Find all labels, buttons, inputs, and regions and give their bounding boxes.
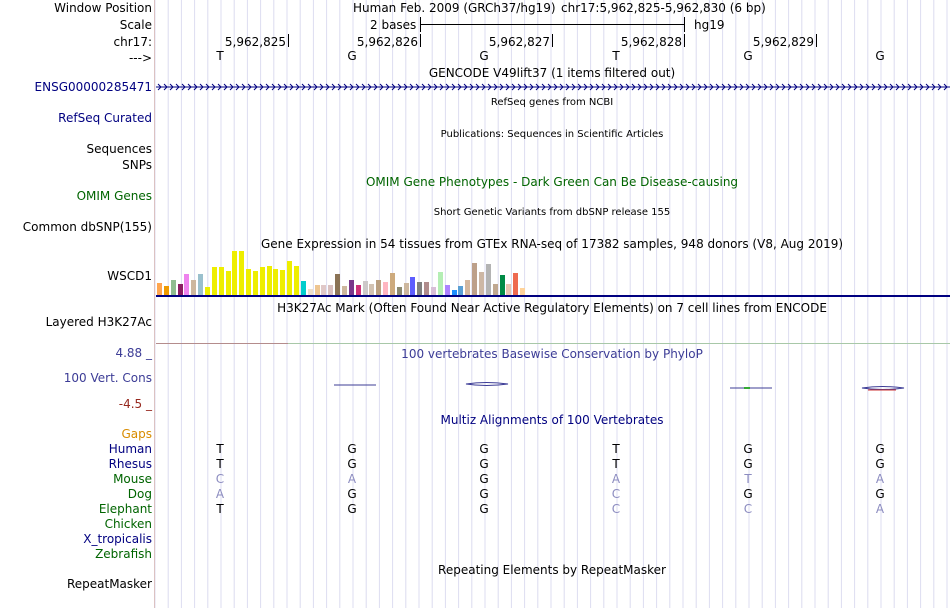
gtex-tissue-bar[interactable]: [232, 251, 237, 295]
gtex-tissue-bar[interactable]: [397, 287, 402, 295]
coordinate-label: 5,962,829: [752, 35, 814, 49]
publications-label-sequences[interactable]: Sequences: [86, 142, 152, 156]
h3k27ac-signal-peak[interactable]: [156, 343, 288, 344]
scale-bar-left-tick: [420, 17, 421, 32]
alignment-base[interactable]: G: [875, 457, 885, 471]
gtex-tissue-bar[interactable]: [267, 266, 272, 295]
gtex-tissue-bar[interactable]: [431, 287, 436, 295]
gtex-tissue-bar[interactable]: [191, 280, 196, 295]
alignment-base[interactable]: T: [216, 502, 224, 516]
species-label-elephant[interactable]: Elephant: [98, 502, 152, 516]
alignment-base[interactable]: G: [479, 457, 489, 471]
gencode-gene-feature[interactable]: [156, 81, 950, 93]
gtex-tissue-bar[interactable]: [226, 271, 231, 295]
alignment-base[interactable]: C: [215, 472, 225, 486]
dbsnp-title[interactable]: Short Genetic Variants from dbSNP release 155: [433, 207, 671, 218]
gtex-tissue-bar[interactable]: [260, 267, 265, 295]
gtex-tissue-bar[interactable]: [205, 287, 210, 295]
alignment-base[interactable]: A: [347, 472, 357, 486]
alignment-base[interactable]: C: [611, 502, 621, 516]
h3k27ac-label[interactable]: Layered H3K27Ac: [45, 315, 152, 329]
alignment-base[interactable]: G: [875, 487, 885, 501]
multiz-title[interactable]: Multiz Alignments of 100 Vertebrates: [440, 413, 664, 427]
omim-label[interactable]: OMIM Genes: [76, 189, 152, 203]
alignment-base[interactable]: G: [479, 472, 489, 486]
gtex-tissue-bar[interactable]: [472, 263, 477, 295]
db-text: hg19: [694, 18, 725, 32]
publications-title[interactable]: Publications: Sequences in Scientific Articles: [440, 129, 664, 140]
conservation-signal[interactable]: [156, 376, 950, 396]
gtex-tissue-bar[interactable]: [184, 274, 189, 295]
gtex-tissue-bar[interactable]: [404, 283, 409, 295]
coordinate-label: 5,962,828: [620, 35, 682, 49]
species-label-x_tropicalis[interactable]: X_tropicalis: [83, 532, 152, 546]
alignment-base[interactable]: G: [875, 442, 885, 456]
reference-base[interactable]: T: [612, 49, 620, 63]
species-label-human[interactable]: Human: [108, 442, 152, 456]
gtex-tissue-bar[interactable]: [328, 285, 333, 295]
gtex-baseline: [156, 295, 950, 297]
refseq-label[interactable]: RefSeq Curated: [58, 111, 152, 125]
gtex-tissue-bar[interactable]: [486, 264, 491, 295]
window-position-label: Window Position: [54, 1, 152, 15]
alignment-base[interactable]: G: [743, 487, 753, 501]
coordinate-label: 5,962,826: [356, 35, 418, 49]
alignment-base[interactable]: G: [347, 457, 357, 471]
gtex-tissue-bar[interactable]: [280, 270, 285, 295]
coordinate-tick: [684, 34, 685, 47]
alignment-base[interactable]: G: [479, 487, 489, 501]
alignment-base[interactable]: G: [479, 502, 489, 516]
gtex-tissue-bar[interactable]: [513, 273, 518, 295]
gencode-title[interactable]: GENCODE V49lift37 (1 items filtered out): [428, 66, 676, 80]
repeatmasker-label[interactable]: RepeatMasker: [66, 577, 152, 591]
alignment-base[interactable]: G: [743, 457, 753, 471]
gtex-tissue-bar[interactable]: [349, 280, 354, 295]
gtex-tissue-bar[interactable]: [438, 272, 443, 295]
conservation-min-label: -4.5 _: [118, 397, 152, 411]
gtex-tissue-bar[interactable]: [363, 281, 368, 295]
gtex-tissue-bar[interactable]: [383, 282, 388, 295]
scale-bar-right-tick: [684, 17, 685, 32]
species-label-chicken[interactable]: Chicken: [104, 517, 152, 531]
alignment-base[interactable]: C: [743, 502, 753, 516]
gtex-tissue-bar[interactable]: [164, 286, 169, 295]
gtex-tissue-bar[interactable]: [335, 274, 340, 295]
gtex-tissue-bar[interactable]: [246, 269, 251, 295]
coordinate-label: 5,962,825: [224, 35, 286, 49]
gtex-tissue-bar[interactable]: [342, 286, 347, 295]
gtex-tissue-bar[interactable]: [506, 284, 511, 295]
gtex-tissue-bar[interactable]: [171, 280, 176, 295]
gtex-tissue-bar[interactable]: [287, 261, 292, 295]
alignment-base[interactable]: C: [611, 487, 621, 501]
gaps-label[interactable]: Gaps: [121, 427, 152, 441]
reference-base[interactable]: G: [479, 49, 489, 63]
gtex-tissue-bar[interactable]: [198, 274, 203, 295]
gtex-title[interactable]: Gene Expression in 54 tissues from GTEx RNA-seq of 17382 samples, 948 donors (V8, Aug 2019): [260, 237, 844, 251]
gtex-tissue-bar[interactable]: [178, 284, 183, 295]
gtex-gene-label[interactable]: WSCD1: [107, 269, 152, 283]
coordinate-tick: [552, 34, 553, 47]
gtex-tissue-bar[interactable]: [212, 267, 217, 295]
coordinate-tick: [816, 34, 817, 47]
coordinate-tick: [288, 34, 289, 47]
conservation-label[interactable]: 100 Vert. Cons: [63, 371, 152, 385]
reference-base[interactable]: G: [743, 49, 753, 63]
alignment-base[interactable]: A: [875, 472, 885, 486]
gtex-tissue-bar[interactable]: [294, 266, 299, 295]
conservation-max-label: 4.88 _: [115, 346, 152, 360]
gtex-tissue-bar[interactable]: [376, 280, 381, 295]
alignment-base[interactable]: T: [612, 442, 620, 456]
scale-bar: [420, 24, 685, 25]
gtex-tissue-bar[interactable]: [410, 277, 415, 295]
alignment-base[interactable]: G: [347, 442, 357, 456]
gtex-tissue-bar[interactable]: [301, 281, 306, 295]
alignment-base[interactable]: A: [215, 487, 225, 501]
reference-base[interactable]: T: [216, 49, 224, 63]
gtex-tissue-bar[interactable]: [253, 271, 258, 295]
scale-label: Scale: [119, 18, 152, 32]
gtex-tissue-bar[interactable]: [445, 285, 450, 295]
repeatmasker-title[interactable]: Repeating Elements by RepeatMasker: [438, 563, 666, 577]
species-label-rhesus[interactable]: Rhesus: [108, 457, 152, 471]
gtex-tissue-bar[interactable]: [273, 269, 278, 295]
strand-arrow-label: --->: [128, 51, 152, 65]
gtex-tissue-bar[interactable]: [219, 267, 224, 295]
gtex-tissue-bar[interactable]: [479, 272, 484, 295]
gtex-tissue-bar[interactable]: [424, 282, 429, 295]
gtex-tissue-bar[interactable]: [390, 273, 395, 295]
reference-base[interactable]: G: [875, 49, 885, 63]
gtex-tissue-bar[interactable]: [520, 288, 525, 295]
gtex-tissue-bar[interactable]: [458, 286, 463, 295]
alignment-base[interactable]: T: [216, 457, 224, 471]
alignment-base[interactable]: A: [875, 502, 885, 516]
alignment-base[interactable]: G: [479, 442, 489, 456]
gtex-tissue-bar[interactable]: [369, 284, 374, 295]
gencode-gene-label[interactable]: ENSG00000285471: [34, 80, 152, 94]
label-separator: [154, 0, 155, 608]
reference-base[interactable]: G: [347, 49, 357, 63]
alignment-base[interactable]: G: [347, 502, 357, 516]
scale-text: 2 bases: [370, 18, 417, 32]
gtex-bar-chart[interactable]: [156, 251, 950, 297]
gtex-tissue-bar[interactable]: [315, 285, 320, 295]
gtex-tissue-bar[interactable]: [321, 285, 326, 295]
conservation-title[interactable]: 100 vertebrates Basewise Conservation by PhyloP: [401, 347, 703, 361]
alignment-base[interactable]: G: [743, 442, 753, 456]
species-label-mouse[interactable]: Mouse: [113, 472, 152, 486]
alignment-base[interactable]: A: [611, 472, 621, 486]
gtex-tissue-bar[interactable]: [239, 251, 244, 295]
coordinate-tick: [420, 34, 421, 47]
omim-title[interactable]: OMIM Gene Phenotypes - Dark Green Can Be Disease-causing: [365, 175, 739, 189]
coordinate-label: 5,962,827: [488, 35, 550, 49]
dbsnp-label[interactable]: Common dbSNP(155): [22, 220, 152, 234]
gtex-tissue-bar[interactable]: [500, 275, 505, 295]
publications-label-snps[interactable]: SNPs: [122, 158, 152, 172]
gtex-tissue-bar[interactable]: [493, 284, 498, 295]
gtex-tissue-bar[interactable]: [417, 282, 422, 295]
position-text: chr17:5,962,825-5,962,830 (6 bp): [561, 1, 766, 15]
alignment-base[interactable]: T: [612, 457, 620, 471]
h3k27ac-title[interactable]: H3K27Ac Mark (Often Found Near Active Regulatory Elements) on 7 cell lines from ENCODE: [277, 301, 827, 315]
refseq-title[interactable]: RefSeq genes from NCBI: [490, 97, 614, 108]
alignment-base[interactable]: T: [216, 442, 224, 456]
gtex-tissue-bar[interactable]: [157, 283, 162, 295]
gtex-tissue-bar[interactable]: [356, 285, 361, 295]
gtex-tissue-bar[interactable]: [465, 280, 470, 295]
alignment-base[interactable]: G: [347, 487, 357, 501]
chrom-label: chr17:: [113, 35, 152, 49]
species-label-dog[interactable]: Dog: [127, 487, 152, 501]
species-label-zebrafish[interactable]: Zebrafish: [95, 547, 152, 561]
assembly-text: Human Feb. 2009 (GRCh37/hg19): [353, 1, 556, 15]
alignment-base[interactable]: T: [744, 472, 752, 486]
